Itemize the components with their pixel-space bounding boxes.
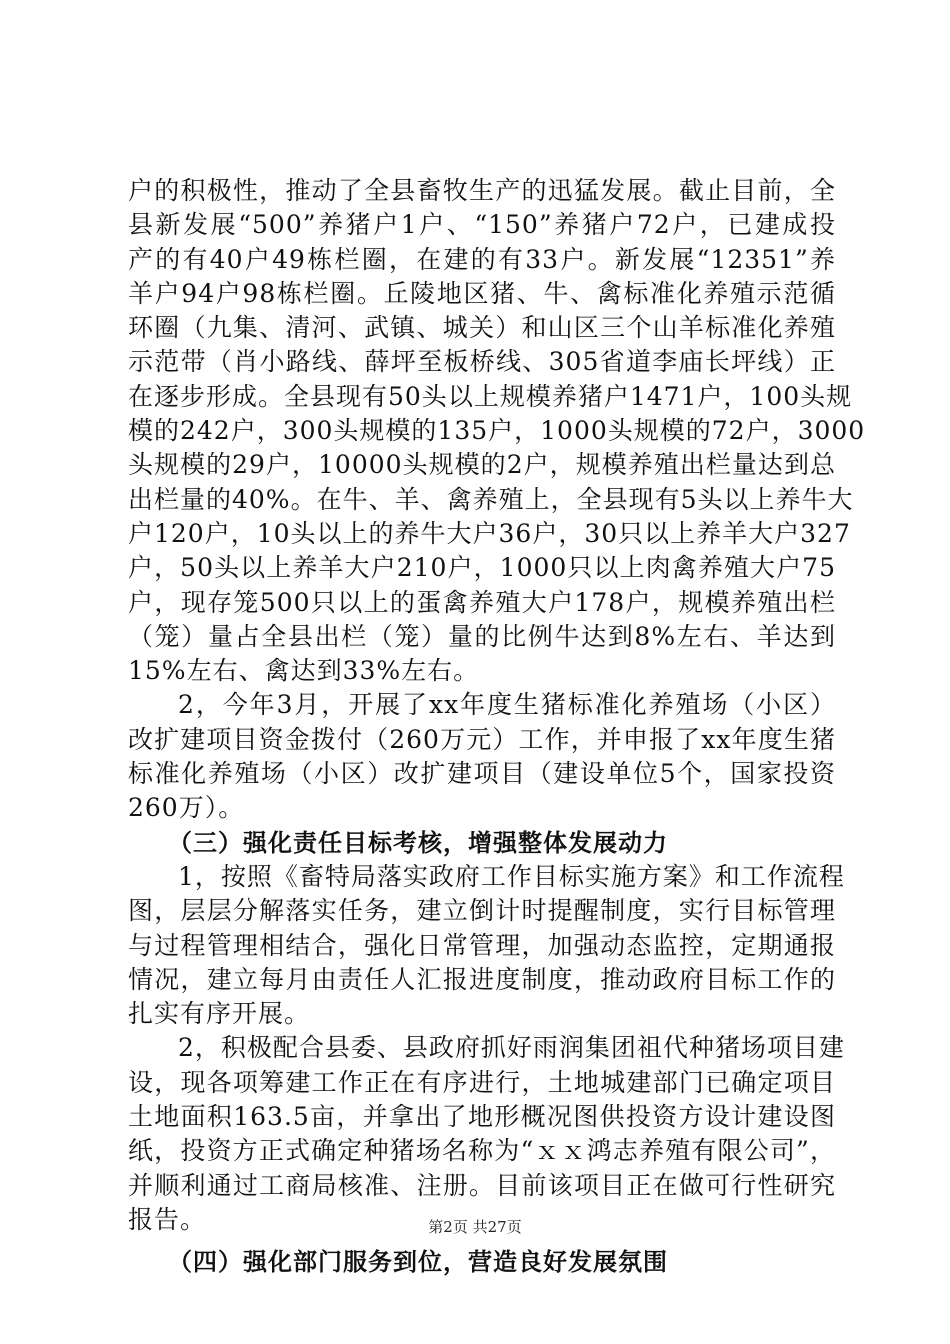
text-line: 户的积极性，推动了全县畜牧生产的迅猛发展。截止目前，全: [128, 176, 836, 205]
text-line: 图，层层分解落实任务，建立倒计时提醒制度，实行目标管理: [128, 896, 836, 926]
text-line: 并顺利通过工商局核准、注册。目前该项目正在做可行性研究: [128, 1170, 836, 1200]
text-line: 示范带（肖小路线、薛坪至板桥线、305省道李庙长坪线）正: [128, 347, 836, 377]
text-line: 土地面积163.5亩，并拿出了地形概况图供投资方设计建设图: [128, 1102, 836, 1132]
text-line: 模的242户，300头规模的135户，1000头规模的72户，3000: [128, 416, 866, 446]
document-body: [128, 174, 866, 1280]
text-line: 头规模的29户，10000头规模的2户，规模养殖出栏量达到总: [128, 450, 836, 480]
text-line: 情况，建立每月由责任人汇报进度制度，推动政府目标工作的: [128, 964, 836, 994]
text-line: 环圈（九集、清河、武镇、城关）和山区三个山羊标准化养殖: [128, 313, 836, 343]
text-line: 户，50头以上养羊大户210户，1000只以上肉禽养殖大户75: [128, 553, 836, 583]
text-line: 15%左右、禽达到33%左右。: [128, 656, 480, 686]
text-line: 标准化养殖场（小区）改扩建项目（建设单位5个，国家投资: [128, 759, 836, 789]
text-line: 扎实有序开展。: [128, 999, 311, 1029]
paragraph-breeding-farm-project: [128, 1031, 845, 1237]
section-heading-3: （三）强化责任目标考核，增强整体发展动力: [168, 828, 668, 857]
text-line: （笼）量占全县出栏（笼）量的比例牛达到8%左右、羊达到: [128, 621, 836, 651]
text-line: 2，积极配合县委、县政府抓好雨润集团祖代种猪场项目建: [178, 1033, 845, 1063]
text-line: 出栏量的40%。在牛、羊、禽养殖上，全县现有5头以上养牛大: [128, 484, 854, 514]
text-line: 设，现各项筹建工作正在有序进行，土地城建部门已确定项目: [128, 1067, 836, 1097]
text-line: 与过程管理相结合，强化日常管理，加强动态监控，定期通报: [128, 930, 836, 960]
text-line: 户，现存笼500只以上的蛋禽养殖大户178户，规模养殖出栏: [128, 587, 836, 617]
text-line: 羊户94户98栋栏圈。丘陵地区猪、牛、禽标准化养殖示范循: [128, 278, 836, 308]
section-heading-4: （四）强化部门服务到位，营造良好发展氛围: [168, 1248, 668, 1277]
text-line: 产的有40户49栋栏圈，在建的有33户。新发展“12351”养: [128, 244, 836, 274]
text-line: 县新发展“500”养猪户1户、“150”养猪户72户，已建成投: [128, 210, 836, 240]
text-line: 户120户，10头以上的养牛大户36户，30只以上养羊大户327: [128, 518, 851, 548]
text-line: 报告。: [128, 1204, 207, 1234]
paragraph-livestock-development: [128, 174, 866, 688]
page-footer: 第2页 共27页: [428, 1218, 522, 1236]
text-line: 2，今年3月，开展了xx年度生猪标准化养殖场（小区）: [178, 690, 836, 720]
paragraph-target-management: [128, 860, 845, 1031]
text-line: 改扩建项目资金拨付（260万元）工作，并申报了xx年度生猪: [128, 724, 836, 754]
text-line: 在逐步形成。全县现有50头以上规模养猪户1471户，100头规: [128, 381, 853, 411]
text-line: 纸，投资方正式确定种猪场名称为“ｘｘ鸿志养殖有限公司”，: [128, 1136, 836, 1166]
section-spacer: [128, 1237, 836, 1245]
paragraph-standardized-farm-project: [128, 688, 836, 825]
text-line: 1，按照《畜特局落实政府工作目标实施方案》和工作流程: [178, 861, 845, 891]
text-line: 260万）。: [128, 793, 245, 823]
